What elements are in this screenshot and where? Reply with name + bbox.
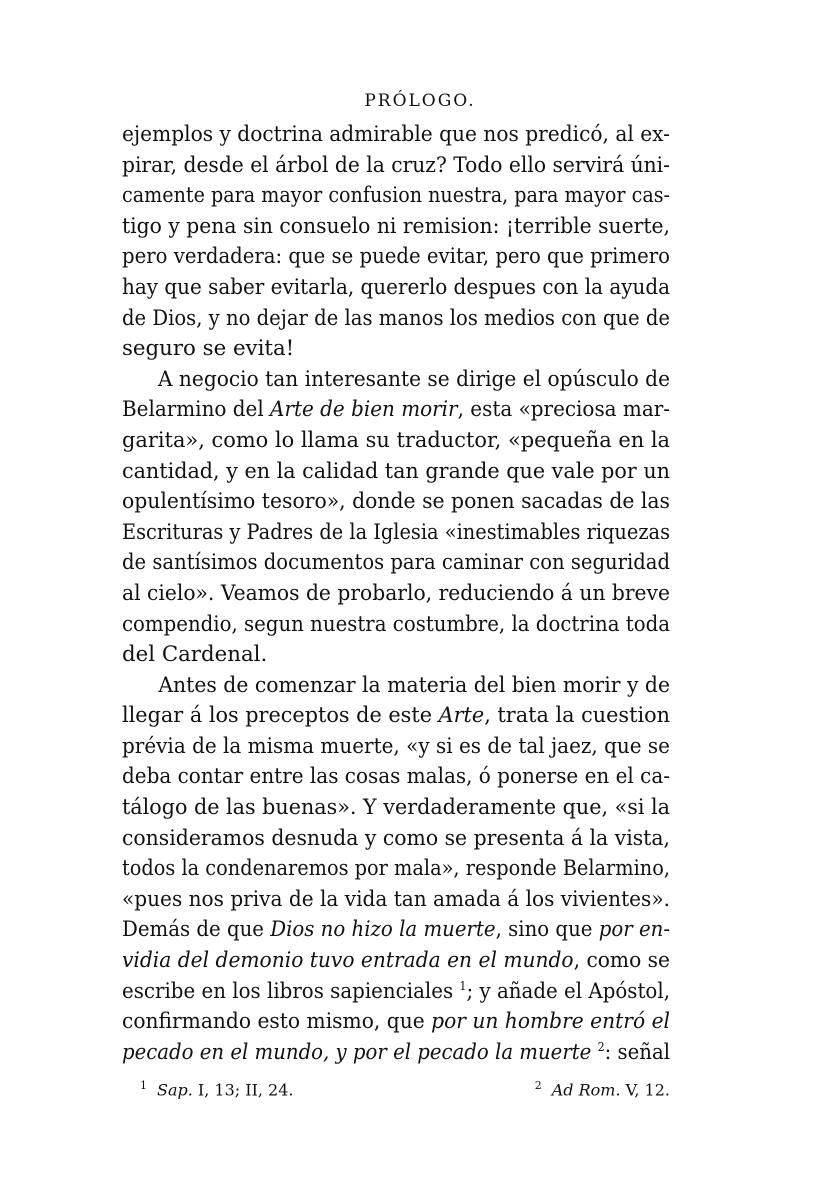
text-line [122,518,670,549]
text-line-content: garita», como lo llama su traductor, «pequeña en la [122,427,670,453]
text-run: , trata la cuestion [484,703,670,729]
italic-phrase: Arte de bien morir [270,397,458,423]
text-line [122,1038,670,1069]
text-run: Belarmino del [122,397,271,423]
body-text [122,120,670,1068]
text-line [122,457,670,488]
text-line [122,365,670,396]
text-line-content: Escrituras y Padres de la Iglesia «inestimables riquezas [122,519,670,545]
text-line [122,824,670,855]
text-line [122,212,670,243]
footnote-source: Sap. [157,1080,193,1100]
text-line [122,640,670,671]
text-line-content [122,915,670,946]
text-line-content [122,946,670,977]
text-run: , como se [573,948,670,974]
italic-phrase: vidia del demonio tuvo entrada en el mundo [122,948,574,974]
text-line-content: de Dios, y no dejar de las manos los medios con que de [122,305,670,331]
text-run: ; y añade el Apóstol, [466,978,670,1004]
text-line-content: consideramos desnuda y como se presenta á la vista, [122,825,670,851]
text-line-content [122,1038,670,1069]
text-line [122,151,670,182]
footnote-mark: 1 [140,1079,147,1092]
text-line-content: del Cardenal. [122,642,268,668]
footnote-mark: 2 [534,1079,542,1092]
text-line-content: todos la condenaremos por mala», responde Belarmino, [122,856,670,882]
page-header: PRÓLOGO. [364,91,476,111]
text-line-content: opulentísimo tesoro», donde se ponen sacadas de las [122,489,670,515]
italic-phrase: Dios no hizo la muerte [270,917,496,943]
italic-phrase: Arte [438,703,485,729]
text-line [122,732,670,763]
text-run: : señal [604,1039,670,1065]
footnote-1 [140,1079,294,1099]
footnote-reference: V, 12. [620,1080,670,1100]
text-line-content: tálogo de las buenas». Y verdaderamente que, «si la [122,795,670,821]
text-run: escribe en los libros sapienciales [122,978,460,1004]
footnote-source: Ad Rom. [551,1080,621,1100]
footnotes [140,1079,670,1101]
text-line-content: «pues nos priva de la vida tan amada á los vivientes». [122,886,670,912]
italic-phrase: pecado en el mundo, y por el pecado la muerte [122,1039,592,1065]
text-line [122,793,670,824]
text-line [122,671,670,702]
text-run: , esta «preciosa mar- [457,397,670,423]
text-line [122,395,670,426]
text-run: Antes de comenzar la materia del bien morir y de [158,672,670,698]
text-line-content: ejemplos y doctrina admirable que nos predicó, al ex- [122,122,670,147]
text-run: Demás de que [122,917,271,943]
text-line-content [122,977,670,1008]
text-line-content: al cielo». Veamos de probarlo, reduciendo á un breve [122,580,670,606]
text-line-content: hay que saber evitarla, quererlo despues con la ayuda [122,274,670,300]
text-line [122,548,670,579]
text-line-content [122,1007,670,1038]
text-line [122,426,670,457]
footnote-ref: 2 [597,1039,605,1054]
text-line-content [122,395,670,426]
text-line [122,610,670,641]
text-line [122,120,670,151]
text-line-content: pirar, desde el árbol de la cruz? Todo ello servirá úni- [122,152,670,178]
text-line [122,181,670,212]
text-line [122,946,670,977]
text-line-content: de santísimos documentos para caminar con seguridad [122,550,670,576]
text-line-content: cantidad, y en la calidad tan grande que vale por un [122,458,670,484]
italic-phrase: por en- [598,917,670,943]
text-line [122,701,670,732]
text-line-content: compendio, segun nuestra costumbre, la doctrina toda [122,611,670,637]
text-line-content [122,701,670,732]
text-line [122,762,670,793]
text-run: llegar á los preceptos de este [122,703,439,729]
text-line-content: tigo y pena sin consuelo ni remision: ¡terrible suerte, [122,213,670,239]
text-line-content: seguro se evita! [122,336,295,362]
text-line [122,915,670,946]
text-line [122,885,670,916]
text-line-content [122,365,670,396]
text-line [122,334,670,365]
footnote-ref: 1 [459,978,467,993]
text-line-content: deba contar entre las cosas malas, ó ponerse en el ca- [122,764,670,790]
text-line-content: prévia de la misma muerte, «y si es de tal jaez, que se [122,733,670,759]
text-run: A negocio tan interesante se dirige el opúsculo de [157,366,671,392]
italic-phrase: por un hombre entró el [431,1009,670,1035]
text-line-content: pero verdadera: que se puede evitar, pero que primero [122,244,670,270]
text-run: , sino que [495,917,599,943]
footnote-reference: I, 13; II, 24. [192,1080,294,1100]
text-line [122,242,670,273]
text-run: confirmando esto mismo, que [122,1009,432,1035]
text-line [122,1007,670,1038]
text-line-content: camente para mayor confusion nuestra, para mayor cas- [122,183,670,209]
text-line [122,273,670,304]
text-line-content [122,671,670,702]
footnote-2 [535,1079,670,1099]
text-line [122,304,670,335]
text-line [122,579,670,610]
text-line [122,487,670,518]
text-line [122,854,670,885]
text-line [122,977,670,1008]
